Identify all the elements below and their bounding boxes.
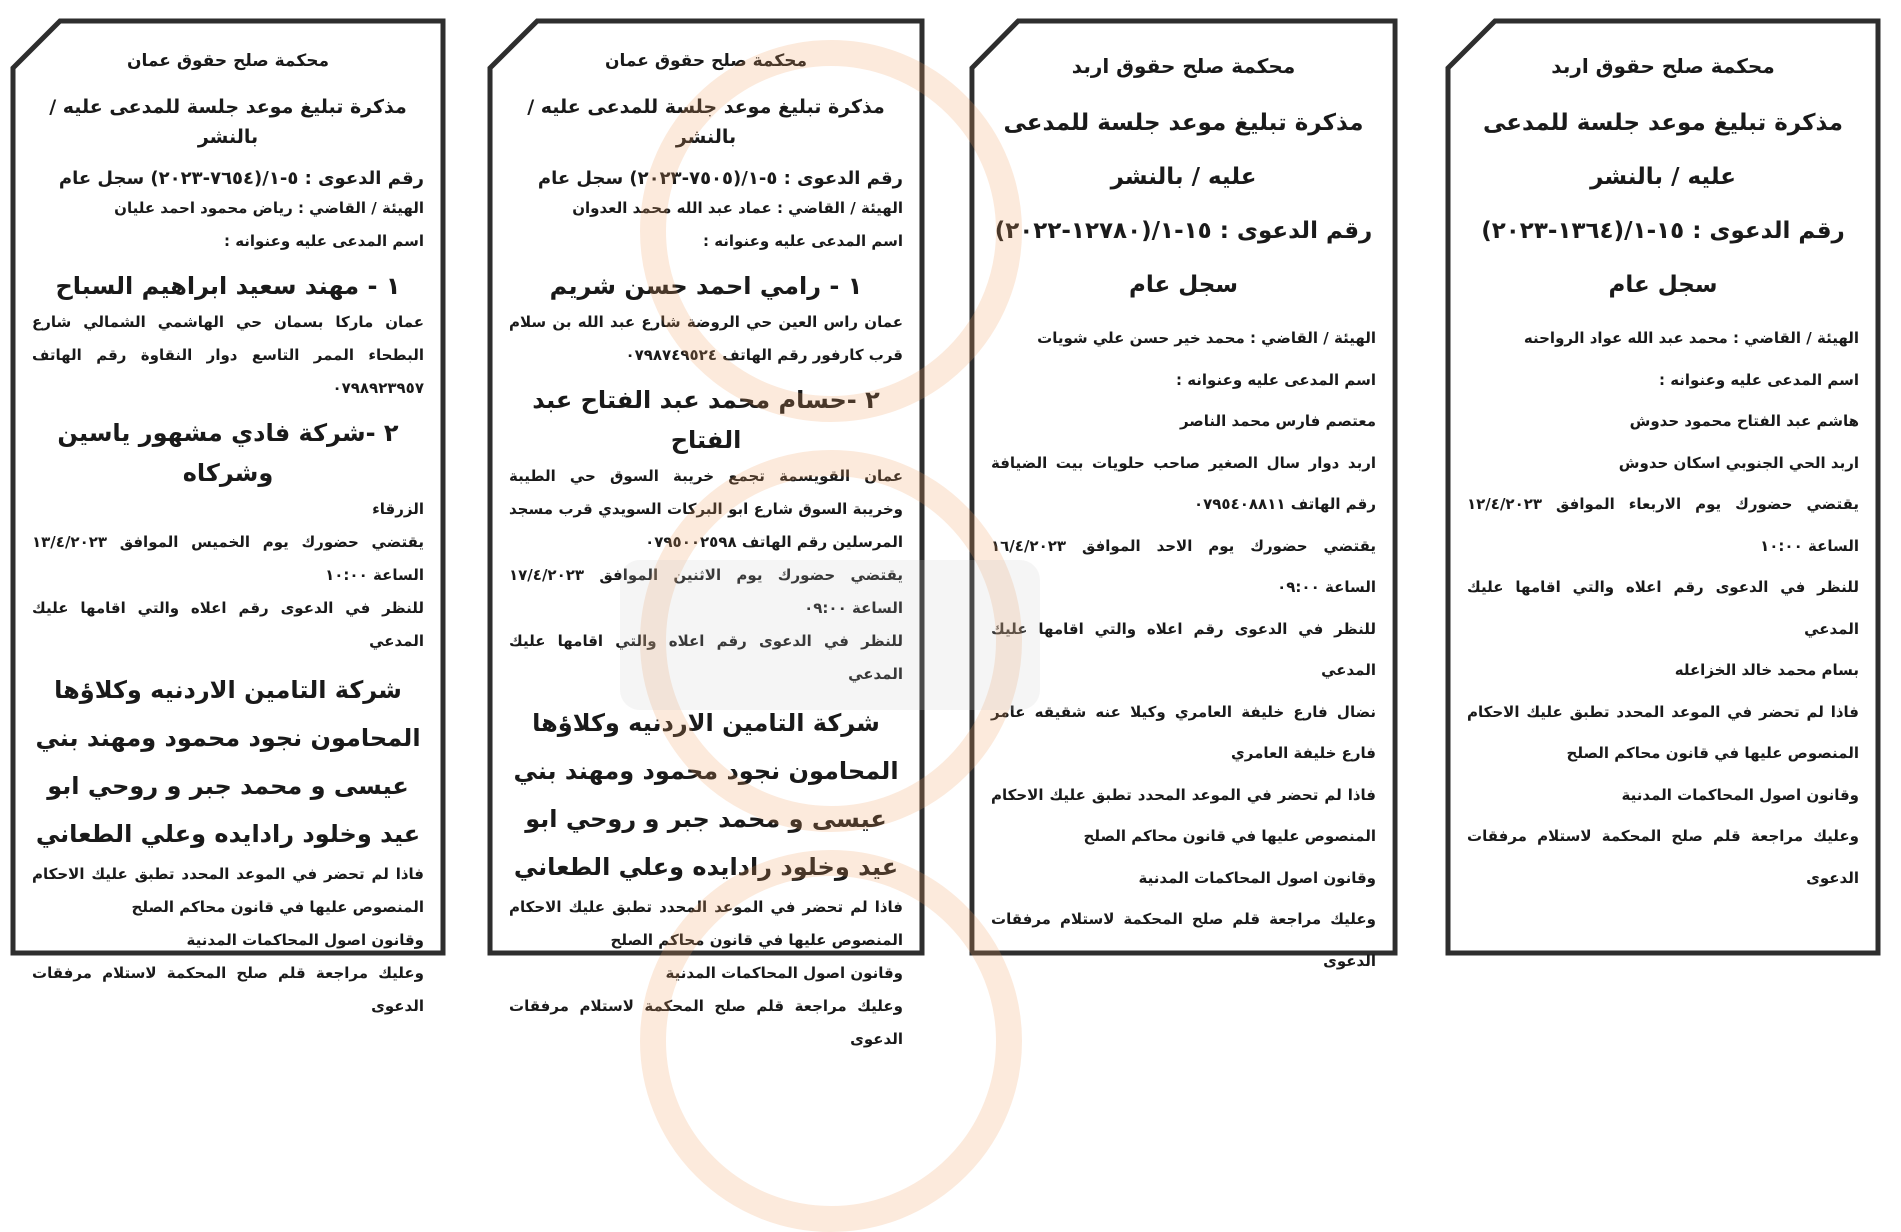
notice-body: وعليك مراجعة قلم صلح المحكمة لاستلام مرفقات الدعوى <box>32 964 424 1015</box>
notice-body: يقتضي حضورك يوم الخميس الموافق ١٣/٤/٢٠٢٣ الساعة ١٠:٠٠ <box>32 533 424 584</box>
notice-body: اربد دوار سال الصغير صاحب حلويات بيت الضيافة رقم الهاتف ٠٧٩٥٤٠٨٨١١ <box>991 453 1376 513</box>
notice-body: اربد الحي الجنوبي اسكان حدوش <box>1618 453 1859 472</box>
notice-body: يقتضي حضورك يوم الاربعاء الموافق ١٢/٤/٢٠٢٣ الساعة ١٠:٠٠ <box>1467 495 1859 555</box>
notice-body: وقانون اصول المحاكمات المدنية <box>1621 785 1859 804</box>
notice-body: فاذا لم تحضر في الموعد المحدد تطبق عليك الاحكام المنصوص عليها في قانون محاكم الصلح <box>32 865 424 916</box>
notice-body: عمان ماركا بسمان حي الهاشمي الشمالي شارع البطحاء الممر التاسع دوار النقاوة رقم الهاتف ٠٧٩٨٩٢٣٩٥٧ <box>32 313 424 397</box>
notice-body: اسم المدعى عليه وعنوانه : <box>223 232 424 250</box>
notice-content <box>1467 46 1859 942</box>
notice-content <box>32 46 424 1015</box>
notice-body: وقانون اصول المحاكمات المدنية <box>1138 868 1376 887</box>
court-name: محكمة صلح حقوق عمان <box>127 51 329 71</box>
notice-body: عمان راس العين حي الروضة شارع عبد الله بن سلام قرب كارفور رقم الهاتف ٠٧٩٨٧٤٩٥٢٤ <box>509 313 903 364</box>
notice-irbid-12780 <box>969 18 1398 970</box>
notice-amman-7505 <box>487 18 925 1048</box>
notice-body: فاذا لم تحضر في الموعد المحدد تطبق عليك الاحكام المنصوص عليها في قانون محاكم الصلح <box>1467 702 1859 762</box>
notice-irbid-1364 <box>1445 18 1881 956</box>
notice-body: فاذا لم تحضر في الموعد المحدد تطبق عليك الاحكام المنصوص عليها في قانون محاكم الصلح <box>509 898 903 949</box>
notice-body: اسم المدعى عليه وعنوانه : <box>1175 370 1376 389</box>
notice-body: الزرقاء <box>372 500 424 518</box>
notice-body: الهيئة / القاضي : رياض محمود احمد عليان <box>114 199 424 217</box>
notice-body: للنظر في الدعوى رقم اعلاه والتي اقامها عليك المدعي <box>509 632 903 683</box>
notice-body: وعليك مراجعة قلم صلح المحكمة لاستلام مرفقات الدعوى <box>991 910 1376 970</box>
notice-title: مذكرة تبليغ موعد جلسة للمدعى عليه / بالنشر <box>1482 110 1843 190</box>
notice-body: للنظر في الدعوى رقم اعلاه والتي اقامها عليك المدعي <box>1467 578 1859 638</box>
notice-title: مذكرة تبليغ موعد جلسة للمدعى عليه / بالنشر <box>49 96 407 148</box>
notice-case: رقم الدعوى : ٥-١/(٧٦٥٤-٢٠٢٣) سجل عام <box>58 168 424 189</box>
notice-body: عمان القويسمة تجمع خريبة السوق حي الطيبة وخريبة السوق شارع ابو البركات السويدي قرب مسجد المرسلين رقم الهاتف ٠٧٩٥٠٠٢٥٩٨ <box>509 467 903 551</box>
notice-body: للنظر في الدعوى رقم اعلاه والتي اقامها عليك المدعي <box>32 599 424 650</box>
notice-case: رقم الدعوى : ٥-١/(٧٥٠٥-٢٠٢٣) سجل عام <box>537 168 903 189</box>
notice-body: الهيئة / القاضي : محمد عبد الله عواد الرواحنه <box>1523 329 1859 347</box>
notice-body: يقتضي حضورك يوم الاثنين الموافق ١٧/٤/٢٠٢٣ الساعة ٠٩:٠٠ <box>509 566 903 617</box>
court-name: محكمة صلح حقوق اربد <box>1551 54 1775 78</box>
notice-case: رقم الدعوى : ١٥-١/(١٢٧٨٠-٢٠٢٢) سجل عام <box>994 218 1373 298</box>
notice-body: الهيئة / القاضي : محمد خير حسن علي شويات <box>1037 329 1376 347</box>
notice-amman-7654 <box>10 18 446 1015</box>
notice-content <box>509 46 903 1048</box>
notice-name: ٢ -حسام محمد عبد الفتاح عبد الفتاح <box>532 386 880 454</box>
notice-body: وقانون اصول المحاكمات المدنية <box>665 964 903 982</box>
notice-title: مذكرة تبليغ موعد جلسة للمدعى عليه / بالنشر <box>1003 110 1364 190</box>
notice-lawyers: شركة التامين الاردنيه وكلاؤها المحامون نجود محمود ومهند بني عيسى و محمد جبر و روحي ابو عيد وخلود رادايده وعلي الطعاني <box>35 676 421 848</box>
notice-body: هاشم عبد الفتاح محمود حدوش <box>1629 412 1859 430</box>
notice-body: بسام محمد خالد الخزاعله <box>1674 661 1859 679</box>
notice-case: رقم الدعوى : ١٥-١/(١٣٦٤-٢٠٢٣) سجل عام <box>1481 218 1845 298</box>
notice-body: الهيئة / القاضي : عماد عبد الله محمد العدوان <box>572 199 903 217</box>
notice-body: وعليك مراجعة قلم صلح المحكمة لاستلام مرفقات الدعوى <box>1467 827 1859 887</box>
notice-name: ٢ -شركة فادي مشهور ياسين وشركاه <box>57 419 399 487</box>
notice-body: معتصم فارس محمد الناصر <box>1179 412 1376 430</box>
court-name: محكمة صلح حقوق عمان <box>605 51 807 71</box>
notice-body: نضال فارع خليفة العامري وكيلا عنه شقيقه عامر فارع خليفة العامري <box>991 702 1376 762</box>
notice-lawyers: شركة التامين الاردنيه وكلاؤها المحامون نجود محمود ومهند بني عيسى و محمد جبر و روحي ابو عيد وخلود رادايده وعلي الطعاني <box>513 709 899 881</box>
notice-body: فاذا لم تحضر في الموعد المحدد تطبق عليك الاحكام المنصوص عليها في قانون محاكم الصلح <box>991 785 1376 845</box>
notice-name: ١ - رامي احمد حسن شريم <box>549 272 863 300</box>
notice-body: وعليك مراجعة قلم صلح المحكمة لاستلام مرفقات الدعوى <box>509 997 903 1048</box>
notice-body: يقتضي حضورك يوم الاحد الموافق ١٦/٤/٢٠٢٣ الساعة ٠٩:٠٠ <box>991 536 1376 596</box>
notice-body: اسم المدعى عليه وعنوانه : <box>1658 370 1859 389</box>
notice-name: ١ - مهند سعيد ابراهيم السباح <box>55 272 401 300</box>
court-name: محكمة صلح حقوق اربد <box>1071 54 1296 78</box>
notice-body: للنظر في الدعوى رقم اعلاه والتي اقامها عليك المدعي <box>991 619 1376 679</box>
notice-title: مذكرة تبليغ موعد جلسة للمدعى عليه / بالنشر <box>527 96 885 148</box>
notice-body: اسم المدعى عليه وعنوانه : <box>702 232 903 250</box>
notice-body: وقانون اصول المحاكمات المدنية <box>186 931 424 949</box>
notice-content <box>991 46 1376 970</box>
